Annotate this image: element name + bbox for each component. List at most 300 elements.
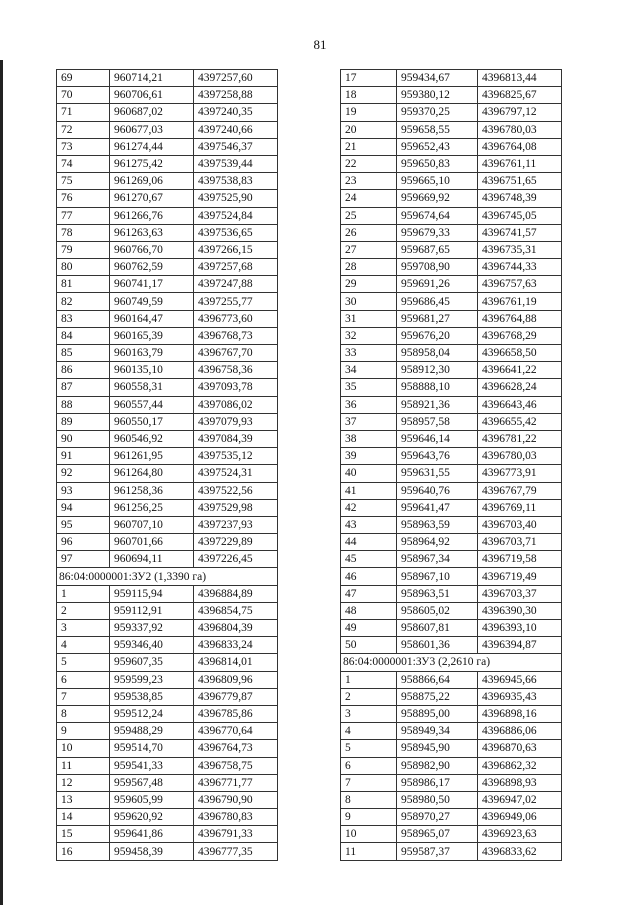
point-number: 77 (57, 207, 110, 224)
table-row (57, 757, 278, 774)
y-coordinate: 4396862,32 (478, 757, 562, 774)
x-coordinate: 958912,30 (397, 362, 478, 379)
point-number: 89 (57, 413, 110, 430)
y-coordinate: 4396780,83 (194, 809, 278, 826)
plot-header: 86:04:0000001:ЗУ3 (2,2610 га) (341, 654, 562, 671)
point-number: 86 (57, 362, 110, 379)
table-row (57, 87, 278, 104)
table-row (57, 688, 278, 705)
x-coordinate: 959346,40 (110, 637, 194, 654)
table-row (341, 516, 562, 533)
table-row (57, 448, 278, 465)
x-coordinate: 959681,27 (397, 310, 478, 327)
point-number: 75 (57, 173, 110, 190)
point-number: 9 (57, 723, 110, 740)
y-coordinate: 4396898,16 (478, 705, 562, 722)
y-coordinate: 4396773,60 (194, 310, 278, 327)
table-row (341, 138, 562, 155)
table-row (57, 499, 278, 516)
y-coordinate: 4396390,30 (478, 602, 562, 619)
table-row (57, 207, 278, 224)
y-coordinate: 4396773,91 (478, 465, 562, 482)
point-number: 6 (57, 671, 110, 688)
y-coordinate: 4396797,12 (478, 104, 562, 121)
point-number: 47 (341, 585, 397, 602)
y-coordinate: 4396761,19 (478, 293, 562, 310)
point-number: 21 (341, 138, 397, 155)
x-coordinate: 958963,59 (397, 516, 478, 533)
table-row (57, 259, 278, 276)
x-coordinate: 959708,90 (397, 259, 478, 276)
table-row (341, 379, 562, 396)
table-row (341, 224, 562, 241)
x-coordinate: 961274,44 (110, 138, 194, 155)
y-coordinate: 4396833,24 (194, 637, 278, 654)
y-coordinate: 4397529,98 (194, 499, 278, 516)
table-row (341, 843, 562, 860)
table-row (341, 396, 562, 413)
table-row (341, 259, 562, 276)
x-coordinate: 960741,17 (110, 276, 194, 293)
y-coordinate: 4397524,31 (194, 465, 278, 482)
point-number: 35 (341, 379, 397, 396)
x-coordinate: 960163,79 (110, 345, 194, 362)
x-coordinate: 961275,42 (110, 155, 194, 172)
y-coordinate: 4397535,12 (194, 448, 278, 465)
table-row (57, 413, 278, 430)
y-coordinate: 4397266,15 (194, 241, 278, 258)
y-coordinate: 4396854,75 (194, 602, 278, 619)
point-number: 2 (341, 688, 397, 705)
x-coordinate: 960687,02 (110, 104, 194, 121)
y-coordinate: 4396761,11 (478, 155, 562, 172)
x-coordinate: 961266,76 (110, 207, 194, 224)
x-coordinate: 959640,76 (397, 482, 478, 499)
coordinates-table-left (56, 69, 278, 861)
y-coordinate: 4397525,90 (194, 190, 278, 207)
table-row (57, 345, 278, 362)
y-coordinate: 4396744,33 (478, 259, 562, 276)
y-coordinate: 4396767,79 (478, 482, 562, 499)
table-row (57, 465, 278, 482)
point-number: 13 (57, 791, 110, 808)
table-row (341, 345, 562, 362)
point-number: 46 (341, 568, 397, 585)
point-number: 96 (57, 534, 110, 551)
y-coordinate: 4396394,87 (478, 637, 562, 654)
x-coordinate: 960706,61 (110, 87, 194, 104)
point-number: 32 (341, 327, 397, 344)
table-row (341, 310, 562, 327)
point-number: 1 (341, 671, 397, 688)
table-row (341, 104, 562, 121)
table-row (341, 809, 562, 826)
y-coordinate: 4396935,43 (478, 688, 562, 705)
y-coordinate: 4396757,63 (478, 276, 562, 293)
x-coordinate: 959607,35 (110, 654, 194, 671)
y-coordinate: 4397079,93 (194, 413, 278, 430)
table-row (341, 620, 562, 637)
table-row (57, 809, 278, 826)
table-row (57, 241, 278, 258)
x-coordinate: 959112,91 (110, 602, 194, 619)
table-row (341, 121, 562, 138)
table-row (57, 70, 278, 87)
point-number: 26 (341, 224, 397, 241)
y-coordinate: 4396898,93 (478, 774, 562, 791)
x-coordinate: 961261,95 (110, 448, 194, 465)
y-coordinate: 4396768,73 (194, 327, 278, 344)
point-number: 11 (341, 843, 397, 860)
table-row (57, 276, 278, 293)
point-number: 4 (341, 723, 397, 740)
y-coordinate: 4397257,60 (194, 70, 278, 87)
y-coordinate: 4396770,64 (194, 723, 278, 740)
table-row (57, 740, 278, 757)
point-number: 50 (341, 637, 397, 654)
table-row (341, 534, 562, 551)
x-coordinate: 960766,70 (110, 241, 194, 258)
point-number: 87 (57, 379, 110, 396)
x-coordinate: 958605,02 (397, 602, 478, 619)
table-row (57, 791, 278, 808)
x-coordinate: 958967,34 (397, 551, 478, 568)
x-coordinate: 960557,44 (110, 396, 194, 413)
y-coordinate: 4396781,22 (478, 430, 562, 447)
y-coordinate: 4396825,67 (478, 87, 562, 104)
point-number: 79 (57, 241, 110, 258)
y-coordinate: 4396769,11 (478, 499, 562, 516)
table-row (341, 568, 562, 585)
table-row (57, 362, 278, 379)
point-number: 92 (57, 465, 110, 482)
point-number: 76 (57, 190, 110, 207)
table-row (57, 104, 278, 121)
y-coordinate: 4397546,37 (194, 138, 278, 155)
table-row (57, 516, 278, 533)
y-coordinate: 4396884,89 (194, 585, 278, 602)
x-coordinate: 960677,03 (110, 121, 194, 138)
x-coordinate: 958921,36 (397, 396, 478, 413)
x-coordinate: 958895,00 (397, 705, 478, 722)
table-row (341, 276, 562, 293)
y-coordinate: 4397536,65 (194, 224, 278, 241)
point-number: 36 (341, 396, 397, 413)
y-coordinate: 4396643,46 (478, 396, 562, 413)
table-row (57, 637, 278, 654)
x-coordinate: 959641,86 (110, 826, 194, 843)
table-row (57, 310, 278, 327)
x-coordinate: 958965,07 (397, 826, 478, 843)
x-coordinate: 960762,59 (110, 259, 194, 276)
point-number: 94 (57, 499, 110, 516)
point-number: 38 (341, 430, 397, 447)
table-row (57, 705, 278, 722)
y-coordinate: 4396949,06 (478, 809, 562, 826)
y-coordinate: 4396945,66 (478, 671, 562, 688)
x-coordinate: 958888,10 (397, 379, 478, 396)
x-coordinate: 960707,10 (110, 516, 194, 533)
y-coordinate: 4396813,44 (478, 70, 562, 87)
x-coordinate: 959458,39 (110, 843, 194, 860)
y-coordinate: 4397255,77 (194, 293, 278, 310)
point-number: 10 (341, 826, 397, 843)
point-number: 90 (57, 430, 110, 447)
y-coordinate: 4397258,88 (194, 87, 278, 104)
x-coordinate: 959631,55 (397, 465, 478, 482)
y-coordinate: 4396780,03 (478, 121, 562, 138)
x-coordinate: 960701,66 (110, 534, 194, 551)
y-coordinate: 4397086,02 (194, 396, 278, 413)
point-number: 16 (57, 843, 110, 860)
table-row (57, 482, 278, 499)
x-coordinate: 959658,55 (397, 121, 478, 138)
x-coordinate: 958958,04 (397, 345, 478, 362)
table-row (341, 87, 562, 104)
table-row (341, 791, 562, 808)
point-number: 83 (57, 310, 110, 327)
point-number: 40 (341, 465, 397, 482)
table-row (341, 241, 562, 258)
point-number: 73 (57, 138, 110, 155)
x-coordinate: 958945,90 (397, 740, 478, 757)
point-number: 24 (341, 190, 397, 207)
table-row (341, 173, 562, 190)
table-row (341, 826, 562, 843)
x-coordinate: 959676,20 (397, 327, 478, 344)
point-number: 3 (57, 620, 110, 637)
y-coordinate: 4396768,29 (478, 327, 562, 344)
y-coordinate: 4396767,70 (194, 345, 278, 362)
y-coordinate: 4396393,10 (478, 620, 562, 637)
point-number: 91 (57, 448, 110, 465)
x-coordinate: 959652,43 (397, 138, 478, 155)
x-coordinate: 959687,65 (397, 241, 478, 258)
point-number: 81 (57, 276, 110, 293)
table-row (57, 602, 278, 619)
x-coordinate: 959538,85 (110, 688, 194, 705)
y-coordinate: 4396870,63 (478, 740, 562, 757)
y-coordinate: 4396780,03 (478, 448, 562, 465)
table-row (341, 551, 562, 568)
table-row (57, 620, 278, 637)
y-coordinate: 4397240,35 (194, 104, 278, 121)
x-coordinate: 958970,27 (397, 809, 478, 826)
page-edge-mark (0, 60, 3, 905)
point-number: 70 (57, 87, 110, 104)
table-row (341, 585, 562, 602)
y-coordinate: 4397524,84 (194, 207, 278, 224)
x-coordinate: 959115,94 (110, 585, 194, 602)
x-coordinate: 959674,64 (397, 207, 478, 224)
table-row (57, 293, 278, 310)
y-coordinate: 4396833,62 (478, 843, 562, 860)
y-coordinate: 4396758,36 (194, 362, 278, 379)
table-row (341, 190, 562, 207)
point-number: 33 (341, 345, 397, 362)
x-coordinate: 959514,70 (110, 740, 194, 757)
table-row (57, 138, 278, 155)
point-number: 72 (57, 121, 110, 138)
point-number: 6 (341, 757, 397, 774)
table-row (57, 774, 278, 791)
x-coordinate: 958875,22 (397, 688, 478, 705)
table-row (57, 534, 278, 551)
x-coordinate: 961258,36 (110, 482, 194, 499)
point-number: 18 (341, 87, 397, 104)
point-number: 22 (341, 155, 397, 172)
table-row (341, 362, 562, 379)
point-number: 78 (57, 224, 110, 241)
table-row (57, 654, 278, 671)
point-number: 28 (341, 259, 397, 276)
table-row (57, 671, 278, 688)
point-number: 45 (341, 551, 397, 568)
y-coordinate: 4397226,45 (194, 551, 278, 568)
x-coordinate: 959337,92 (110, 620, 194, 637)
y-coordinate: 4397539,44 (194, 155, 278, 172)
x-coordinate: 958601,36 (397, 637, 478, 654)
table-row (341, 637, 562, 654)
x-coordinate: 960164,47 (110, 310, 194, 327)
point-number: 71 (57, 104, 110, 121)
x-coordinate: 959541,33 (110, 757, 194, 774)
point-number: 97 (57, 551, 110, 568)
point-number: 8 (57, 705, 110, 722)
point-number: 74 (57, 155, 110, 172)
x-coordinate: 959679,33 (397, 224, 478, 241)
y-coordinate: 4397084,39 (194, 430, 278, 447)
y-coordinate: 4396703,37 (478, 585, 562, 602)
table-row (341, 70, 562, 87)
table-row (57, 430, 278, 447)
y-coordinate: 4396719,49 (478, 568, 562, 585)
point-number: 42 (341, 499, 397, 516)
x-coordinate: 960558,31 (110, 379, 194, 396)
y-coordinate: 4396703,40 (478, 516, 562, 533)
table-row (341, 482, 562, 499)
table-row (341, 688, 562, 705)
x-coordinate: 959599,23 (110, 671, 194, 688)
table-row (341, 207, 562, 224)
x-coordinate: 960165,39 (110, 327, 194, 344)
table-row (57, 723, 278, 740)
table-row (57, 843, 278, 860)
point-number: 1 (57, 585, 110, 602)
table-row (341, 774, 562, 791)
x-coordinate: 959620,92 (110, 809, 194, 826)
y-coordinate: 4396785,86 (194, 705, 278, 722)
x-coordinate: 959488,29 (110, 723, 194, 740)
point-number: 7 (57, 688, 110, 705)
table-row (341, 602, 562, 619)
y-coordinate: 4396804,39 (194, 620, 278, 637)
x-coordinate: 959691,26 (397, 276, 478, 293)
x-coordinate: 959669,92 (397, 190, 478, 207)
x-coordinate: 958607,81 (397, 620, 478, 637)
x-coordinate: 961264,80 (110, 465, 194, 482)
table-row (341, 327, 562, 344)
x-coordinate: 961270,67 (110, 190, 194, 207)
y-coordinate: 4396655,42 (478, 413, 562, 430)
y-coordinate: 4396790,90 (194, 791, 278, 808)
x-coordinate: 961263,63 (110, 224, 194, 241)
table-row (57, 155, 278, 172)
table-row (57, 379, 278, 396)
table-row (57, 826, 278, 843)
x-coordinate: 959605,99 (110, 791, 194, 808)
x-coordinate: 960714,21 (110, 70, 194, 87)
point-number: 27 (341, 241, 397, 258)
y-coordinate: 4397240,66 (194, 121, 278, 138)
x-coordinate: 960694,11 (110, 551, 194, 568)
plot-header: 86:04:0000001:ЗУ2 (1,3390 га) (57, 568, 278, 585)
x-coordinate: 958980,50 (397, 791, 478, 808)
table-row (57, 327, 278, 344)
table-row (341, 430, 562, 447)
y-coordinate: 4396809,96 (194, 671, 278, 688)
point-number: 80 (57, 259, 110, 276)
table-row (341, 413, 562, 430)
point-number: 85 (57, 345, 110, 362)
point-number: 29 (341, 276, 397, 293)
table-row (57, 173, 278, 190)
y-coordinate: 4396764,08 (478, 138, 562, 155)
y-coordinate: 4396741,57 (478, 224, 562, 241)
y-coordinate: 4396703,71 (478, 534, 562, 551)
x-coordinate: 959370,25 (397, 104, 478, 121)
point-number: 95 (57, 516, 110, 533)
y-coordinate: 4396764,73 (194, 740, 278, 757)
table-row (341, 705, 562, 722)
y-coordinate: 4397237,93 (194, 516, 278, 533)
point-number: 23 (341, 173, 397, 190)
point-number: 5 (341, 740, 397, 757)
y-coordinate: 4396764,88 (478, 310, 562, 327)
point-number: 3 (341, 705, 397, 722)
point-number: 93 (57, 482, 110, 499)
point-number: 8 (341, 791, 397, 808)
point-number: 49 (341, 620, 397, 637)
point-number: 15 (57, 826, 110, 843)
point-number: 48 (341, 602, 397, 619)
y-coordinate: 4397538,83 (194, 173, 278, 190)
y-coordinate: 4396947,02 (478, 791, 562, 808)
x-coordinate: 959646,14 (397, 430, 478, 447)
y-coordinate: 4397522,56 (194, 482, 278, 499)
y-coordinate: 4396719,58 (478, 551, 562, 568)
point-number: 20 (341, 121, 397, 138)
x-coordinate: 959650,83 (397, 155, 478, 172)
y-coordinate: 4396751,65 (478, 173, 562, 190)
x-coordinate: 959567,48 (110, 774, 194, 791)
point-number: 37 (341, 413, 397, 430)
point-number: 2 (57, 602, 110, 619)
table-row (341, 293, 562, 310)
x-coordinate: 958963,51 (397, 585, 478, 602)
x-coordinate: 958949,34 (397, 723, 478, 740)
point-number: 82 (57, 293, 110, 310)
plot-header-row (341, 654, 562, 671)
coordinates-table-right (340, 69, 562, 861)
y-coordinate: 4396886,06 (478, 723, 562, 740)
x-coordinate: 961269,06 (110, 173, 194, 190)
point-number: 12 (57, 774, 110, 791)
point-number: 84 (57, 327, 110, 344)
point-number: 39 (341, 448, 397, 465)
point-number: 34 (341, 362, 397, 379)
x-coordinate: 959434,67 (397, 70, 478, 87)
